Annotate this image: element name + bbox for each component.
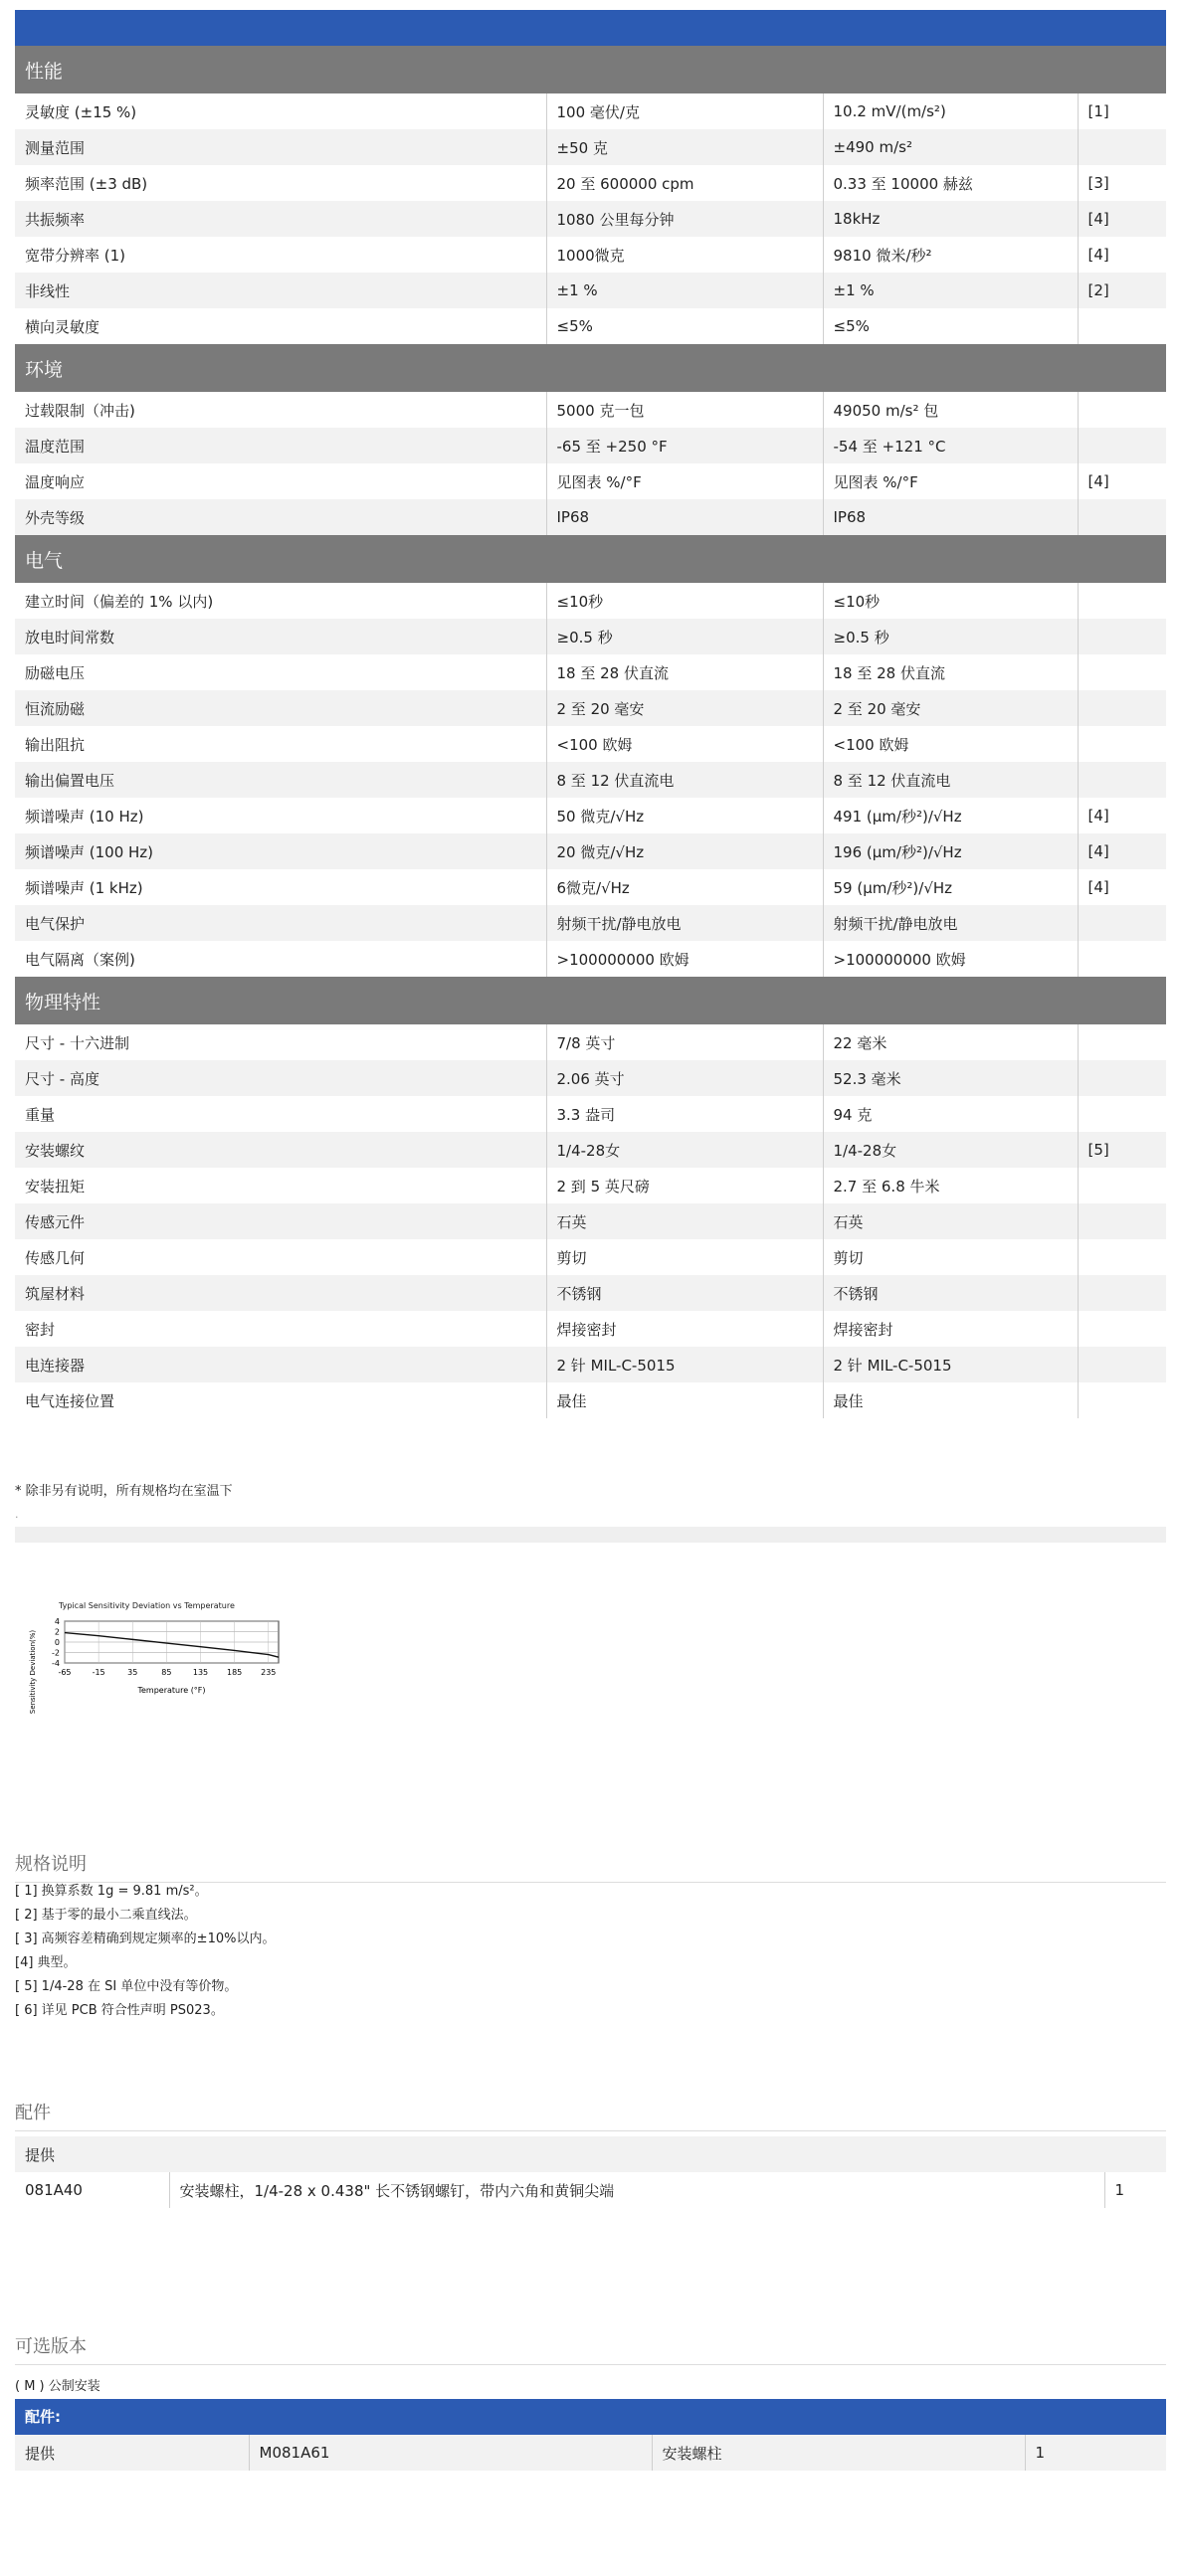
spec-row [15, 93, 1166, 129]
spec-label: 频率范围 (±3 dB) [15, 165, 546, 201]
spec-value-imperial: 6微克/√Hz [546, 869, 823, 905]
spec-value-si: 49050 m/s² 包 [823, 392, 1078, 428]
spec-value-si: 59 (μm/秒²)/√Hz [823, 869, 1078, 905]
spec-row [15, 1024, 1166, 1060]
footnote-item: [ 6] 详见 PCB 符合性声明 PS023。 [15, 2003, 224, 2018]
spec-footnote-ref [1078, 1275, 1166, 1311]
top-bar [15, 10, 1166, 46]
spec-footnote-ref: [4] [1078, 833, 1166, 869]
spec-value-imperial: 20 至 600000 cpm [546, 165, 823, 201]
spec-row [15, 392, 1166, 428]
spec-value-si: 不锈钢 [823, 1275, 1078, 1311]
spec-value-si: 8 至 12 伏直流电 [823, 762, 1078, 798]
spec-label: 过载限制（冲击) [15, 392, 546, 428]
spec-row [15, 1132, 1166, 1168]
footnote-item: [ 3] 高频容差精确到规定频率的±10%以内。 [15, 1932, 276, 1946]
spec-label: 频谱噪声 (100 Hz) [15, 833, 546, 869]
spec-footnote-ref [1078, 1024, 1166, 1060]
spec-value-si: <100 欧姆 [823, 726, 1078, 762]
spec-row [15, 583, 1166, 619]
spec-value-imperial: 石英 [546, 1203, 823, 1239]
spec-value-si: 10.2 mV/(m/s²) [823, 93, 1078, 129]
spec-row [15, 165, 1166, 201]
spec-footnote-ref [1078, 308, 1166, 344]
spec-footnote-ref: [3] [1078, 165, 1166, 201]
footnotes-title: 规格说明 [15, 1850, 1166, 1883]
spec-value-imperial: 见图表 %/°F [546, 463, 823, 499]
spec-row [15, 833, 1166, 869]
spec-row [15, 798, 1166, 833]
spec-value-imperial: -65 至 +250 °F [546, 428, 823, 463]
spec-value-imperial: 剪切 [546, 1239, 823, 1275]
spec-row [15, 762, 1166, 798]
chart-title: Typical Sensitivity Deviation vs Temperature [59, 1601, 235, 1610]
spec-label: 安装螺纹 [15, 1132, 546, 1168]
spec-label: 建立时间（偏差的 1% 以内) [15, 583, 546, 619]
spec-value-imperial: 2.06 英寸 [546, 1060, 823, 1096]
spec-value-imperial: 5000 克一包 [546, 392, 823, 428]
note-dot: . [15, 1508, 19, 1521]
spec-row [15, 1096, 1166, 1132]
spec-label: 非线性 [15, 273, 546, 308]
spec-footnote-ref [1078, 1060, 1166, 1096]
spec-footnote-ref [1078, 905, 1166, 941]
spec-row [15, 201, 1166, 237]
spec-row [15, 1275, 1166, 1311]
spec-value-imperial: 18 至 28 伏直流 [546, 654, 823, 690]
spec-value-si: 18 至 28 伏直流 [823, 654, 1078, 690]
x-tick-label: 35 [127, 1668, 138, 1677]
spec-footnote-ref [1078, 726, 1166, 762]
spec-label: 测量范围 [15, 129, 546, 165]
spec-value-si: 焊接密封 [823, 1311, 1078, 1347]
y-tick-label: 4 [54, 1617, 60, 1626]
spec-value-imperial: IP68 [546, 499, 823, 535]
spec-value-si: 94 克 [823, 1096, 1078, 1132]
spec-value-si: 196 (μm/秒²)/√Hz [823, 833, 1078, 869]
spec-row [15, 1347, 1166, 1382]
spec-value-si: 491 (μm/秒²)/√Hz [823, 798, 1078, 833]
spec-value-si: IP68 [823, 499, 1078, 535]
spec-value-imperial: 1/4-28女 [546, 1132, 823, 1168]
spec-row [15, 690, 1166, 726]
room-temp-note: * 除非另有说明，所有规格均在室温下 [15, 1484, 233, 1499]
spec-label: 宽带分辨率 (1) [15, 237, 546, 273]
spec-label: 频谱噪声 (10 Hz) [15, 798, 546, 833]
spec-row [15, 308, 1166, 344]
spec-row [15, 619, 1166, 654]
spec-value-si: 1/4-28女 [823, 1132, 1078, 1168]
spec-footnote-ref: [1] [1078, 93, 1166, 129]
spec-row [15, 869, 1166, 905]
section-header: 电气 [15, 535, 1166, 583]
spec-label: 传感元件 [15, 1203, 546, 1239]
spec-value-si: ≤10秒 [823, 583, 1078, 619]
spec-value-si: ±490 m/s² [823, 129, 1078, 165]
spec-value-imperial: 焊接密封 [546, 1311, 823, 1347]
spec-row [15, 273, 1166, 308]
spec-label: 温度响应 [15, 463, 546, 499]
spec-value-imperial: 1000微克 [546, 237, 823, 273]
spec-value-imperial: 不锈钢 [546, 1275, 823, 1311]
footnote-item: [4] 典型。 [15, 1955, 77, 1970]
spec-footnote-ref [1078, 1311, 1166, 1347]
spec-label: 传感几何 [15, 1239, 546, 1275]
x-tick-label: -65 [58, 1668, 72, 1677]
spec-label: 恒流励磁 [15, 690, 546, 726]
footnotes-list [15, 1880, 275, 2023]
spec-value-si: 52.3 毫米 [823, 1060, 1078, 1096]
spec-value-imperial: ≤5% [546, 308, 823, 344]
y-tick-label: -4 [52, 1659, 60, 1668]
accessory-description: 安装螺柱，1/4-28 x 0.438" 长不锈钢螺钉，带内六角和黄铜尖端 [169, 2172, 1104, 2208]
spec-value-si: 9810 微米/秒² [823, 237, 1078, 273]
spec-value-si: 最佳 [823, 1382, 1078, 1418]
y-tick-label: 0 [54, 1638, 60, 1647]
accessory-model: 081A40 [15, 2172, 169, 2208]
spec-value-si: 18kHz [823, 201, 1078, 237]
spec-value-imperial: 2 至 20 毫安 [546, 690, 823, 726]
spec-footnote-ref [1078, 583, 1166, 619]
spec-footnote-ref: [5] [1078, 1132, 1166, 1168]
footnote-item: [ 1] 换算系数 1g = 9.81 m/s²。 [15, 1884, 208, 1899]
spec-label: 灵敏度 (±15 %) [15, 93, 546, 129]
spec-value-imperial: 最佳 [546, 1382, 823, 1418]
spec-footnote-ref [1078, 392, 1166, 428]
spec-footnote-ref: [2] [1078, 273, 1166, 308]
optional-provided: 提供 [15, 2435, 249, 2471]
spec-label: 温度范围 [15, 428, 546, 463]
spec-footnote-ref: [4] [1078, 201, 1166, 237]
spec-row [15, 1060, 1166, 1096]
spec-value-imperial: 20 微克/√Hz [546, 833, 823, 869]
spec-label: 筑屋材料 [15, 1275, 546, 1311]
spec-footnote-ref [1078, 499, 1166, 535]
spec-value-imperial: ±1 % [546, 273, 823, 308]
spec-footnote-ref [1078, 1203, 1166, 1239]
spec-footnote-ref [1078, 619, 1166, 654]
spec-value-si: -54 至 +121 °C [823, 428, 1078, 463]
x-tick-label: 235 [261, 1668, 277, 1677]
spec-label: 外壳等级 [15, 499, 546, 535]
spec-row [15, 654, 1166, 690]
spec-row [15, 1239, 1166, 1275]
section-header: 环境 [15, 344, 1166, 392]
x-tick-label: -15 [92, 1668, 105, 1677]
spec-footnote-ref [1078, 428, 1166, 463]
optional-accessories-header: 配件: [15, 2399, 1166, 2435]
spec-footnote-ref [1078, 1168, 1166, 1203]
y-tick-label: -2 [52, 1648, 60, 1658]
spec-row [15, 1168, 1166, 1203]
spec-footnote-ref [1078, 762, 1166, 798]
spec-value-si: 石英 [823, 1203, 1078, 1239]
spec-row [15, 1311, 1166, 1347]
spec-label: 共振频率 [15, 201, 546, 237]
spec-value-imperial: 1080 公里每分钟 [546, 201, 823, 237]
spec-value-si: 2 针 MIL-C-5015 [823, 1347, 1078, 1382]
spec-label: 尺寸 - 十六进制 [15, 1024, 546, 1060]
spec-row [15, 129, 1166, 165]
spec-value-si: 射频干扰/静电放电 [823, 905, 1078, 941]
spec-footnote-ref [1078, 1347, 1166, 1382]
spec-footnote-ref [1078, 1382, 1166, 1418]
optional-model: M081A61 [249, 2435, 652, 2471]
spec-value-si: 2 至 20 毫安 [823, 690, 1078, 726]
spec-footnote-ref: [4] [1078, 237, 1166, 273]
y-axis-label: Sensitivity Deviation(%) [29, 1629, 37, 1715]
spec-row [15, 905, 1166, 941]
spec-label: 励磁电压 [15, 654, 546, 690]
spec-value-si: 22 毫米 [823, 1024, 1078, 1060]
spec-footnote-ref: [4] [1078, 869, 1166, 905]
spec-label: 横向灵敏度 [15, 308, 546, 344]
spec-row [15, 1382, 1166, 1418]
spec-value-si: ±1 % [823, 273, 1078, 308]
spec-row [15, 499, 1166, 535]
spec-label: 输出偏置电压 [15, 762, 546, 798]
temperature-chart [25, 1596, 303, 1731]
optional-table [15, 2435, 1166, 2471]
y-tick-label: 2 [54, 1627, 60, 1637]
spec-label: 电气隔离（案例) [15, 941, 546, 977]
accessory-qty: 1 [1114, 2181, 1125, 2199]
accessories-header: 提供 [15, 2136, 1166, 2172]
spec-value-imperial: 50 微克/√Hz [546, 798, 823, 833]
spec-value-si: >100000000 欧姆 [823, 941, 1078, 977]
x-tick-label: 185 [226, 1668, 243, 1677]
spec-table [15, 46, 1166, 1418]
spec-label: 尺寸 - 高度 [15, 1060, 546, 1096]
spec-footnote-ref [1078, 129, 1166, 165]
x-tick-label: 85 [161, 1668, 172, 1677]
spec-label: 安装扭矩 [15, 1168, 546, 1203]
spec-value-imperial: 2 针 MIL-C-5015 [546, 1347, 823, 1382]
x-tick-label: 135 [192, 1668, 209, 1677]
divider-strip [15, 1527, 1166, 1543]
spec-row [15, 428, 1166, 463]
spec-value-imperial: ≤10秒 [546, 583, 823, 619]
section-header: 物理特性 [15, 977, 1166, 1024]
spec-value-imperial: 8 至 12 伏直流电 [546, 762, 823, 798]
optional-description: 安装螺柱 [652, 2435, 1025, 2471]
spec-label: 电气连接位置 [15, 1382, 546, 1418]
spec-value-si: 2.7 至 6.8 牛米 [823, 1168, 1078, 1203]
section-header: 性能 [15, 46, 1166, 93]
optional-qty: 1 [1035, 2444, 1046, 2462]
spec-label: 电连接器 [15, 1347, 546, 1382]
spec-value-imperial: 100 毫伏/克 [546, 93, 823, 129]
spec-value-imperial: ≥0.5 秒 [546, 619, 823, 654]
spec-label: 放电时间常数 [15, 619, 546, 654]
spec-value-imperial: <100 欧姆 [546, 726, 823, 762]
accessories-table [15, 2136, 1166, 2208]
optional-title: 可选版本 [15, 2332, 1166, 2365]
x-axis-label: Temperature (°F) [137, 1686, 206, 1695]
spec-footnote-ref: [4] [1078, 463, 1166, 499]
footnote-item: [ 5] 1/4-28 在 SI 单位中没有等价物。 [15, 1979, 238, 1994]
spec-value-imperial: 2 到 5 英尺磅 [546, 1168, 823, 1203]
spec-footnote-ref [1078, 1239, 1166, 1275]
spec-row [15, 1203, 1166, 1239]
spec-value-si: 见图表 %/°F [823, 463, 1078, 499]
spec-value-imperial: 7/8 英寸 [546, 1024, 823, 1060]
spec-row [15, 463, 1166, 499]
spec-footnote-ref [1078, 941, 1166, 977]
series-line [65, 1633, 279, 1658]
footnote-item: [ 2] 基于零的最小二乘直线法。 [15, 1908, 197, 1923]
spec-footnote-ref [1078, 1096, 1166, 1132]
spec-value-imperial: 3.3 盎司 [546, 1096, 823, 1132]
spec-value-si: ≤5% [823, 308, 1078, 344]
spec-row [15, 726, 1166, 762]
spec-value-si: 0.33 至 10000 赫兹 [823, 165, 1078, 201]
spec-row [15, 237, 1166, 273]
spec-row [15, 941, 1166, 977]
spec-value-si: ≥0.5 秒 [823, 619, 1078, 654]
spec-value-imperial: ±50 克 [546, 129, 823, 165]
spec-label: 电气保护 [15, 905, 546, 941]
spec-footnote-ref [1078, 690, 1166, 726]
spec-value-si: 剪切 [823, 1239, 1078, 1275]
spec-label: 频谱噪声 (1 kHz) [15, 869, 546, 905]
spec-value-imperial: >100000000 欧姆 [546, 941, 823, 977]
spec-footnote-ref [1078, 654, 1166, 690]
spec-label: 输出阻抗 [15, 726, 546, 762]
spec-footnote-ref: [4] [1078, 798, 1166, 833]
spec-label: 密封 [15, 1311, 546, 1347]
optional-subtitle: ( M ) 公制安装 [15, 2379, 100, 2394]
spec-label: 重量 [15, 1096, 546, 1132]
accessories-title: 配件 [15, 2099, 1166, 2131]
spec-value-imperial: 射频干扰/静电放电 [546, 905, 823, 941]
